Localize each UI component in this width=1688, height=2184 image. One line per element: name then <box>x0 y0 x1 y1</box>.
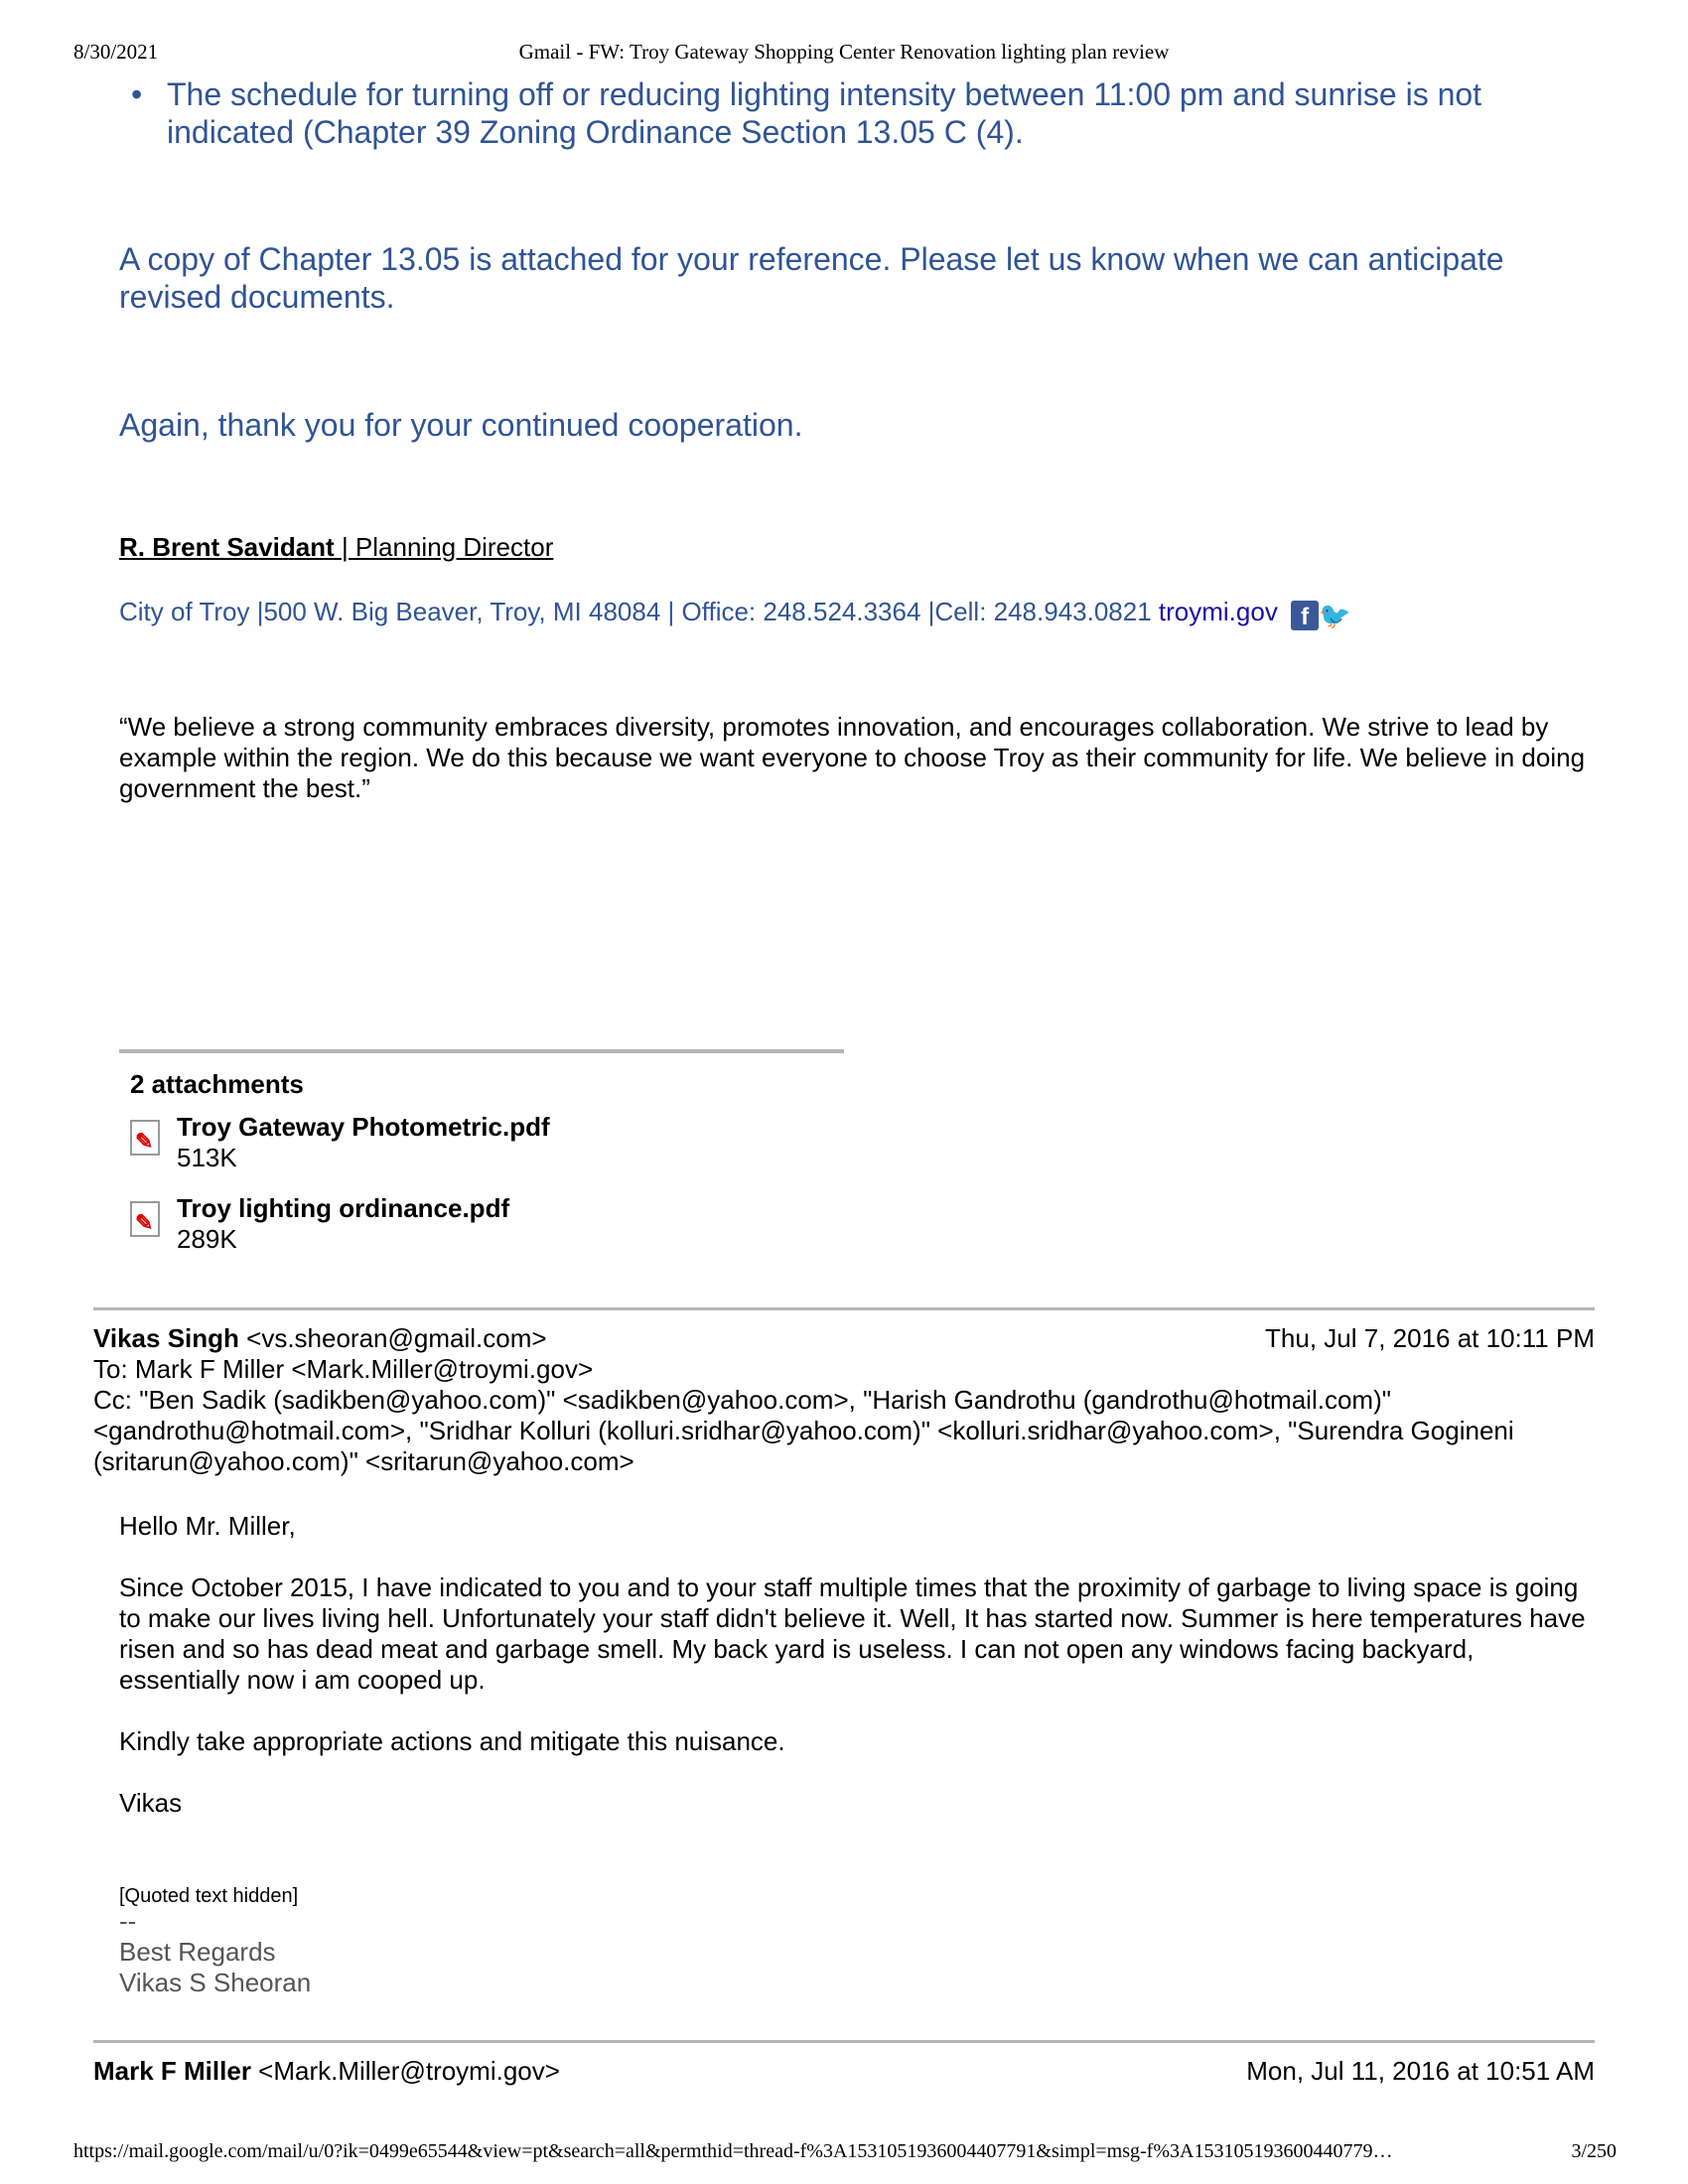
attachment-reference-paragraph: A copy of Chapter 13.05 is attached for your reference. Please let us know when we can anticipate revised documents. <box>119 241 1504 315</box>
pdf-icon: ✎ <box>130 1120 160 1156</box>
signature-line: Best Regards <box>119 1937 276 1967</box>
twitter-icon[interactable]: 🐦 <box>1319 601 1351 630</box>
sender-name: Mark F Miller <box>93 2056 251 2086</box>
sender-email: <vs.sheoran@gmail.com> <box>238 1323 547 1353</box>
message-separator <box>93 1307 1595 1310</box>
bullet-dot-icon: • <box>131 76 143 112</box>
troymi-link[interactable]: troymi.gov <box>1158 597 1278 626</box>
attachment-name[interactable]: Troy Gateway Photometric.pdf <box>177 1112 550 1142</box>
message-greeting: Hello Mr. Miller, <box>119 1511 296 1541</box>
message-to: To: Mark F Miller <Mark.Miller@troymi.gov> <box>93 1354 594 1384</box>
page-number: 3/250 <box>1571 2140 1617 2162</box>
attachment-name[interactable]: Troy lighting ordinance.pdf <box>177 1193 510 1223</box>
thanks-paragraph: Again, thank you for your continued cooperation. <box>119 407 803 443</box>
pdf-icon: ✎ <box>130 1201 160 1237</box>
signature-dash: -- <box>119 1906 137 1936</box>
attachments-title: 2 attachments <box>130 1069 304 1099</box>
message-header <box>93 1323 1595 1477</box>
signature-contact-text: City of Troy |500 W. Big Beaver, Troy, MI 48084 | Office: 248.524.3364 |Cell: 248.943.0821 <box>119 597 1159 626</box>
signature-contact <box>119 597 1351 631</box>
quoted-text-hidden[interactable]: [Quoted text hidden] <box>119 1885 299 1907</box>
message-date: Mon, Jul 11, 2016 at 10:51 AM <box>1246 2056 1595 2086</box>
city-mission-quote: “We believe a strong community embraces diversity, promotes innovation, and encourages collaboration. We strive to lead by example within the region. We do this because we want everyone to choose Troy as their community for life. We believe in doing government the best.” <box>119 712 1586 803</box>
social-icons <box>1291 601 1351 631</box>
print-url: https://mail.google.com/mail/u/0?ik=0499e65544&view=pt&search=all&permthid=thread-f%3A1531051936004407791&simpl=msg-f%3A153105193600440779… <box>73 2140 1393 2162</box>
message-request: Kindly take appropriate actions and mitigate this nuisance. <box>119 1726 785 1756</box>
sender-email: <Mark.Miller@troymi.gov> <box>250 2056 560 2086</box>
attachment-size: 513K <box>177 1143 237 1172</box>
message-cc: Cc: "Ben Sadik (sadikben@yahoo.com)" <sadikben@yahoo.com>, "Harish Gandrothu (gandrothu@hotmail.com)" <gandrothu@hotmail.com>, "Sridhar Kolluri (kolluri.sridhar@yahoo.com)" <kolluri.sridhar@yahoo.com>, "Surendra Gogineni (sritarun@yahoo.com)" <sritarun@yahoo.com> <box>93 1385 1514 1476</box>
attachment-size: 289K <box>177 1224 237 1254</box>
message-date: Thu, Jul 7, 2016 at 10:11 PM <box>1265 1323 1595 1353</box>
bullet-text: The schedule for turning off or reducing lighting intensity between 11:00 pm and sunrise is not indicated (Chapter 39 Zoning Ordinance Section 13.05 C (4). <box>167 76 1482 150</box>
schedule-bullet <box>131 75 1537 151</box>
message-header <box>93 2056 1595 2087</box>
signature-name: R. Brent Savidant <box>119 532 342 562</box>
message-separator <box>93 2040 1595 2043</box>
message-body: Since October 2015, I have indicated to you and to your staff multiple times that the proximity of garbage to living space is going to make our lives living hell. Unfortunately your staff didn't believe it. Well, It has started now. Summer is here temperatures have risen and so has dead meat and garbage smell. My back yard is useless. I can not open any windows facing backyard, essentially now i am cooped up. <box>119 1572 1586 1695</box>
signature-line: Vikas S Sheoran <box>119 1968 312 1997</box>
print-title: Gmail - FW: Troy Gateway Shopping Center Renovation lighting plan review <box>518 40 1170 64</box>
message-signoff: Vikas <box>119 1788 183 1818</box>
signature-name-line <box>119 532 553 563</box>
attachments-divider <box>119 1049 844 1053</box>
print-date: 8/30/2021 <box>73 40 159 64</box>
signature-role: | Planning Director <box>341 532 554 562</box>
facebook-icon[interactable]: f <box>1291 601 1319 630</box>
sender-name: Vikas Singh <box>93 1323 239 1353</box>
